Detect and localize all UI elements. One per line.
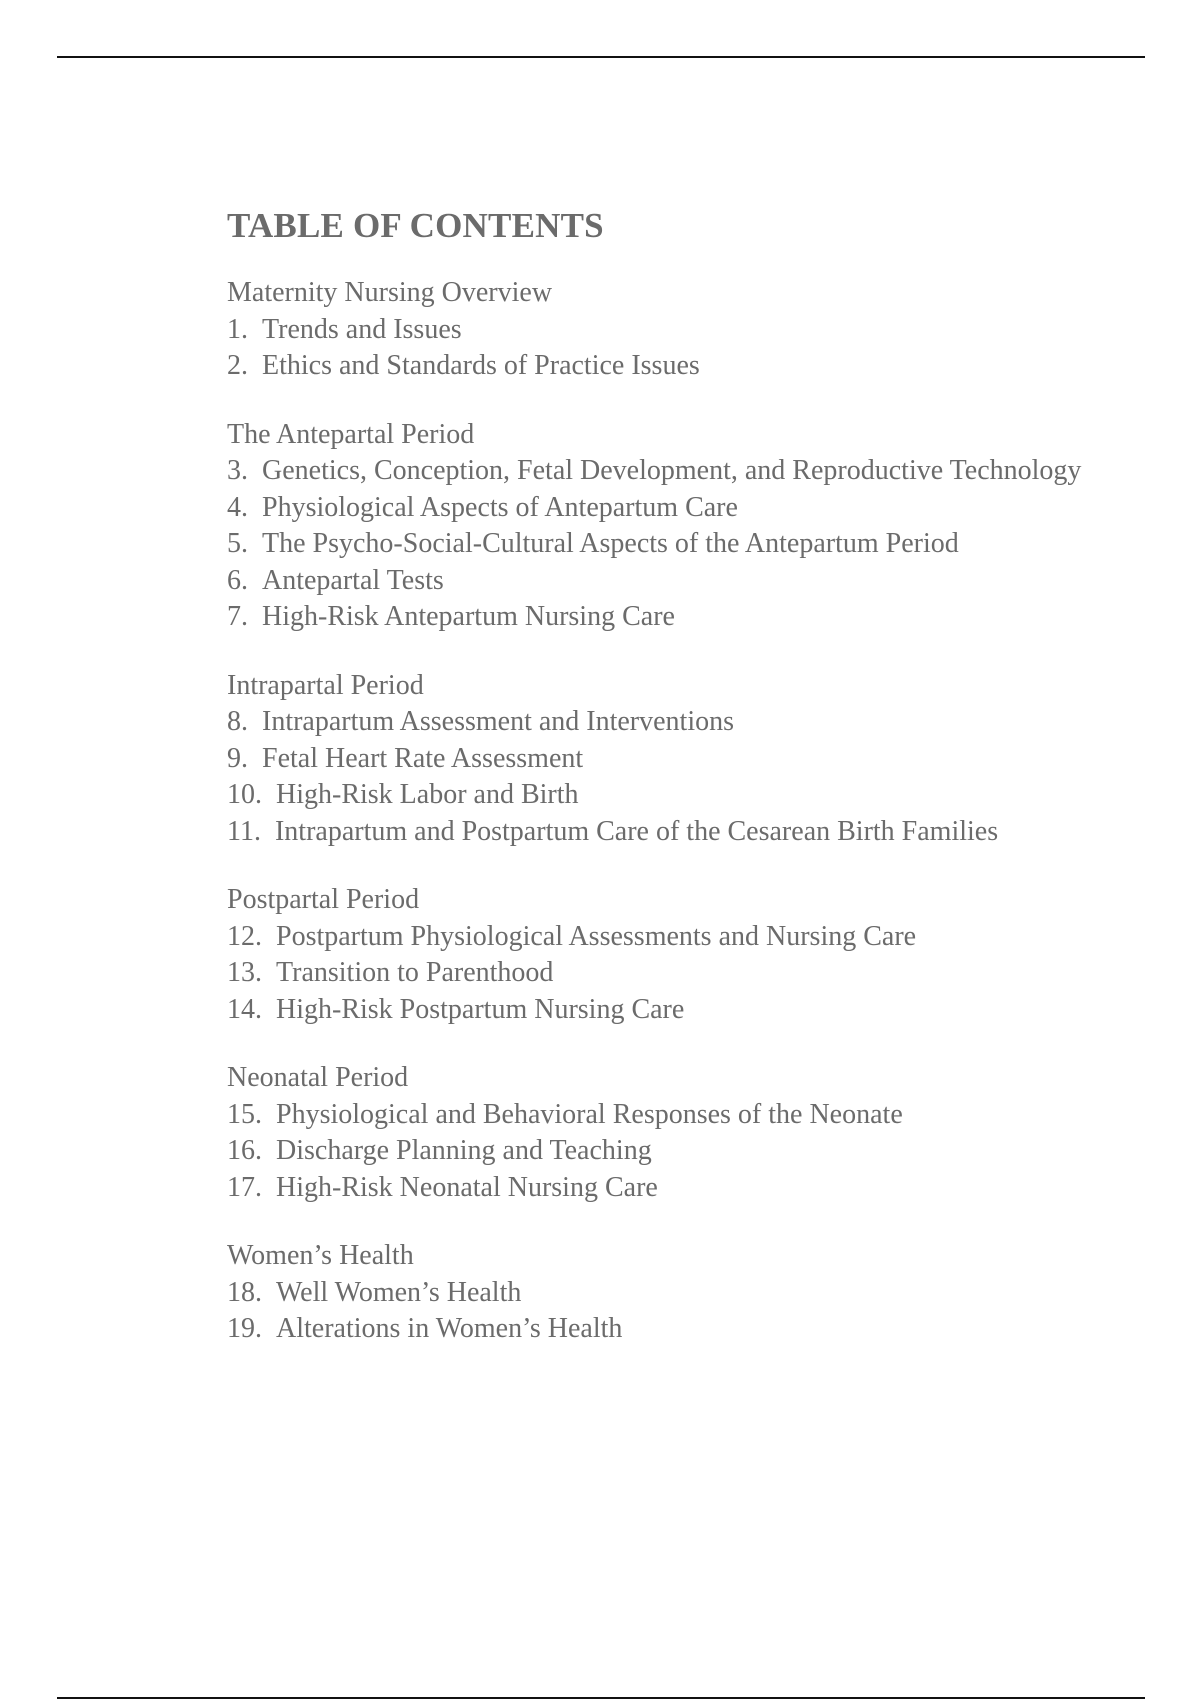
toc-section xyxy=(227,275,1107,385)
entry-title: Ethics and Standards of Practice Issues xyxy=(262,350,700,381)
entry-number: 16. xyxy=(227,1135,262,1166)
toc-entry[interactable] xyxy=(227,312,1107,349)
section-title: Maternity Nursing Overview xyxy=(227,277,553,308)
entry-number: 15. xyxy=(227,1098,262,1130)
toc-entry[interactable] xyxy=(227,599,1107,636)
toc-entry[interactable] xyxy=(227,955,1107,992)
section-title: Neonatal Period xyxy=(227,1062,409,1093)
toc-entry[interactable] xyxy=(227,490,1107,527)
entry-number: 14. xyxy=(227,993,262,1025)
entry-number: 5. xyxy=(227,528,248,559)
toc-entry[interactable] xyxy=(227,992,1107,1029)
entry-number: 17. xyxy=(227,1171,262,1203)
entry-number: 10. xyxy=(227,779,262,810)
entry-title: Fetal Heart Rate Assessment xyxy=(262,742,584,774)
entry-title: Trends and Issues xyxy=(262,313,462,345)
page-title: TABLE OF CONTENTS xyxy=(227,206,604,245)
toc-entry[interactable] xyxy=(227,348,1107,385)
entry-title: Well Women’s Health xyxy=(276,1276,522,1308)
toc-entry[interactable] xyxy=(227,453,1107,490)
entry-number: 9. xyxy=(227,742,248,774)
entry-number: 7. xyxy=(227,601,248,632)
toc-entry[interactable] xyxy=(227,1170,1107,1207)
entry-number: 18. xyxy=(227,1276,262,1308)
entry-number: 11. xyxy=(227,815,261,847)
entry-title: Physiological and Behavioral Responses of the Neonate xyxy=(276,1098,903,1130)
toc-entry[interactable] xyxy=(227,704,1107,741)
entry-number: 13. xyxy=(227,957,262,988)
toc-section xyxy=(227,417,1107,636)
entry-title: Discharge Planning and Teaching xyxy=(276,1135,652,1166)
entry-title: High-Risk Neonatal Nursing Care xyxy=(276,1171,658,1203)
entry-number: 8. xyxy=(227,706,248,737)
section-title: Intrapartal Period xyxy=(227,669,424,701)
toc-entry[interactable] xyxy=(227,741,1107,778)
entry-title: Transition to Parenthood xyxy=(276,957,554,988)
entry-title: Intrapartum and Postpartum Care of the Cesarean Birth Families xyxy=(274,815,999,847)
entry-title: Intrapartum Assessment and Interventions xyxy=(262,706,735,737)
entry-title: High-Risk Labor and Birth xyxy=(276,779,579,810)
toc-section xyxy=(227,882,1107,1028)
entry-number: 4. xyxy=(227,491,248,523)
toc-section xyxy=(227,1060,1107,1206)
table-of-contents xyxy=(227,204,1107,1380)
entry-title: The Psycho-Social-Cultural Aspects of the Antepartum Period xyxy=(262,528,959,559)
section-title: The Antepartal Period xyxy=(227,418,475,450)
section-title: Women’s Health xyxy=(227,1240,414,1271)
toc-entry[interactable] xyxy=(227,1311,1107,1348)
toc-section xyxy=(227,1238,1107,1348)
entry-title: High-Risk Antepartum Nursing Care xyxy=(262,601,675,632)
toc-entry[interactable] xyxy=(227,814,1107,851)
entry-title: High-Risk Postpartum Nursing Care xyxy=(276,993,685,1025)
toc-entry[interactable] xyxy=(227,1097,1107,1134)
top-rule xyxy=(57,56,1145,58)
bottom-rule xyxy=(57,1697,1145,1699)
toc-entry[interactable] xyxy=(227,1275,1107,1312)
toc-section xyxy=(227,668,1107,851)
toc-entry[interactable] xyxy=(227,526,1107,563)
entry-title: Genetics, Conception, Fetal Development, and Reproductive Technology xyxy=(262,455,1082,486)
entry-number: 6. xyxy=(227,564,248,596)
entry-title: Postpartum Physiological Assessments and Nursing Care xyxy=(276,920,917,952)
entry-number: 1. xyxy=(227,313,248,345)
toc-entry[interactable] xyxy=(227,1133,1107,1170)
entry-title: Physiological Aspects of Antepartum Care xyxy=(262,491,738,523)
entry-number: 12. xyxy=(227,920,262,952)
entry-number: 19. xyxy=(227,1313,262,1344)
entry-title: Antepartal Tests xyxy=(262,564,444,596)
toc-entry[interactable] xyxy=(227,777,1107,814)
entry-number: 2. xyxy=(227,350,248,381)
toc-entry[interactable] xyxy=(227,563,1107,600)
entry-title: Alterations in Women’s Health xyxy=(276,1313,623,1344)
entry-number: 3. xyxy=(227,455,248,486)
toc-entry[interactable] xyxy=(227,919,1107,956)
section-title: Postpartal Period xyxy=(227,884,420,915)
